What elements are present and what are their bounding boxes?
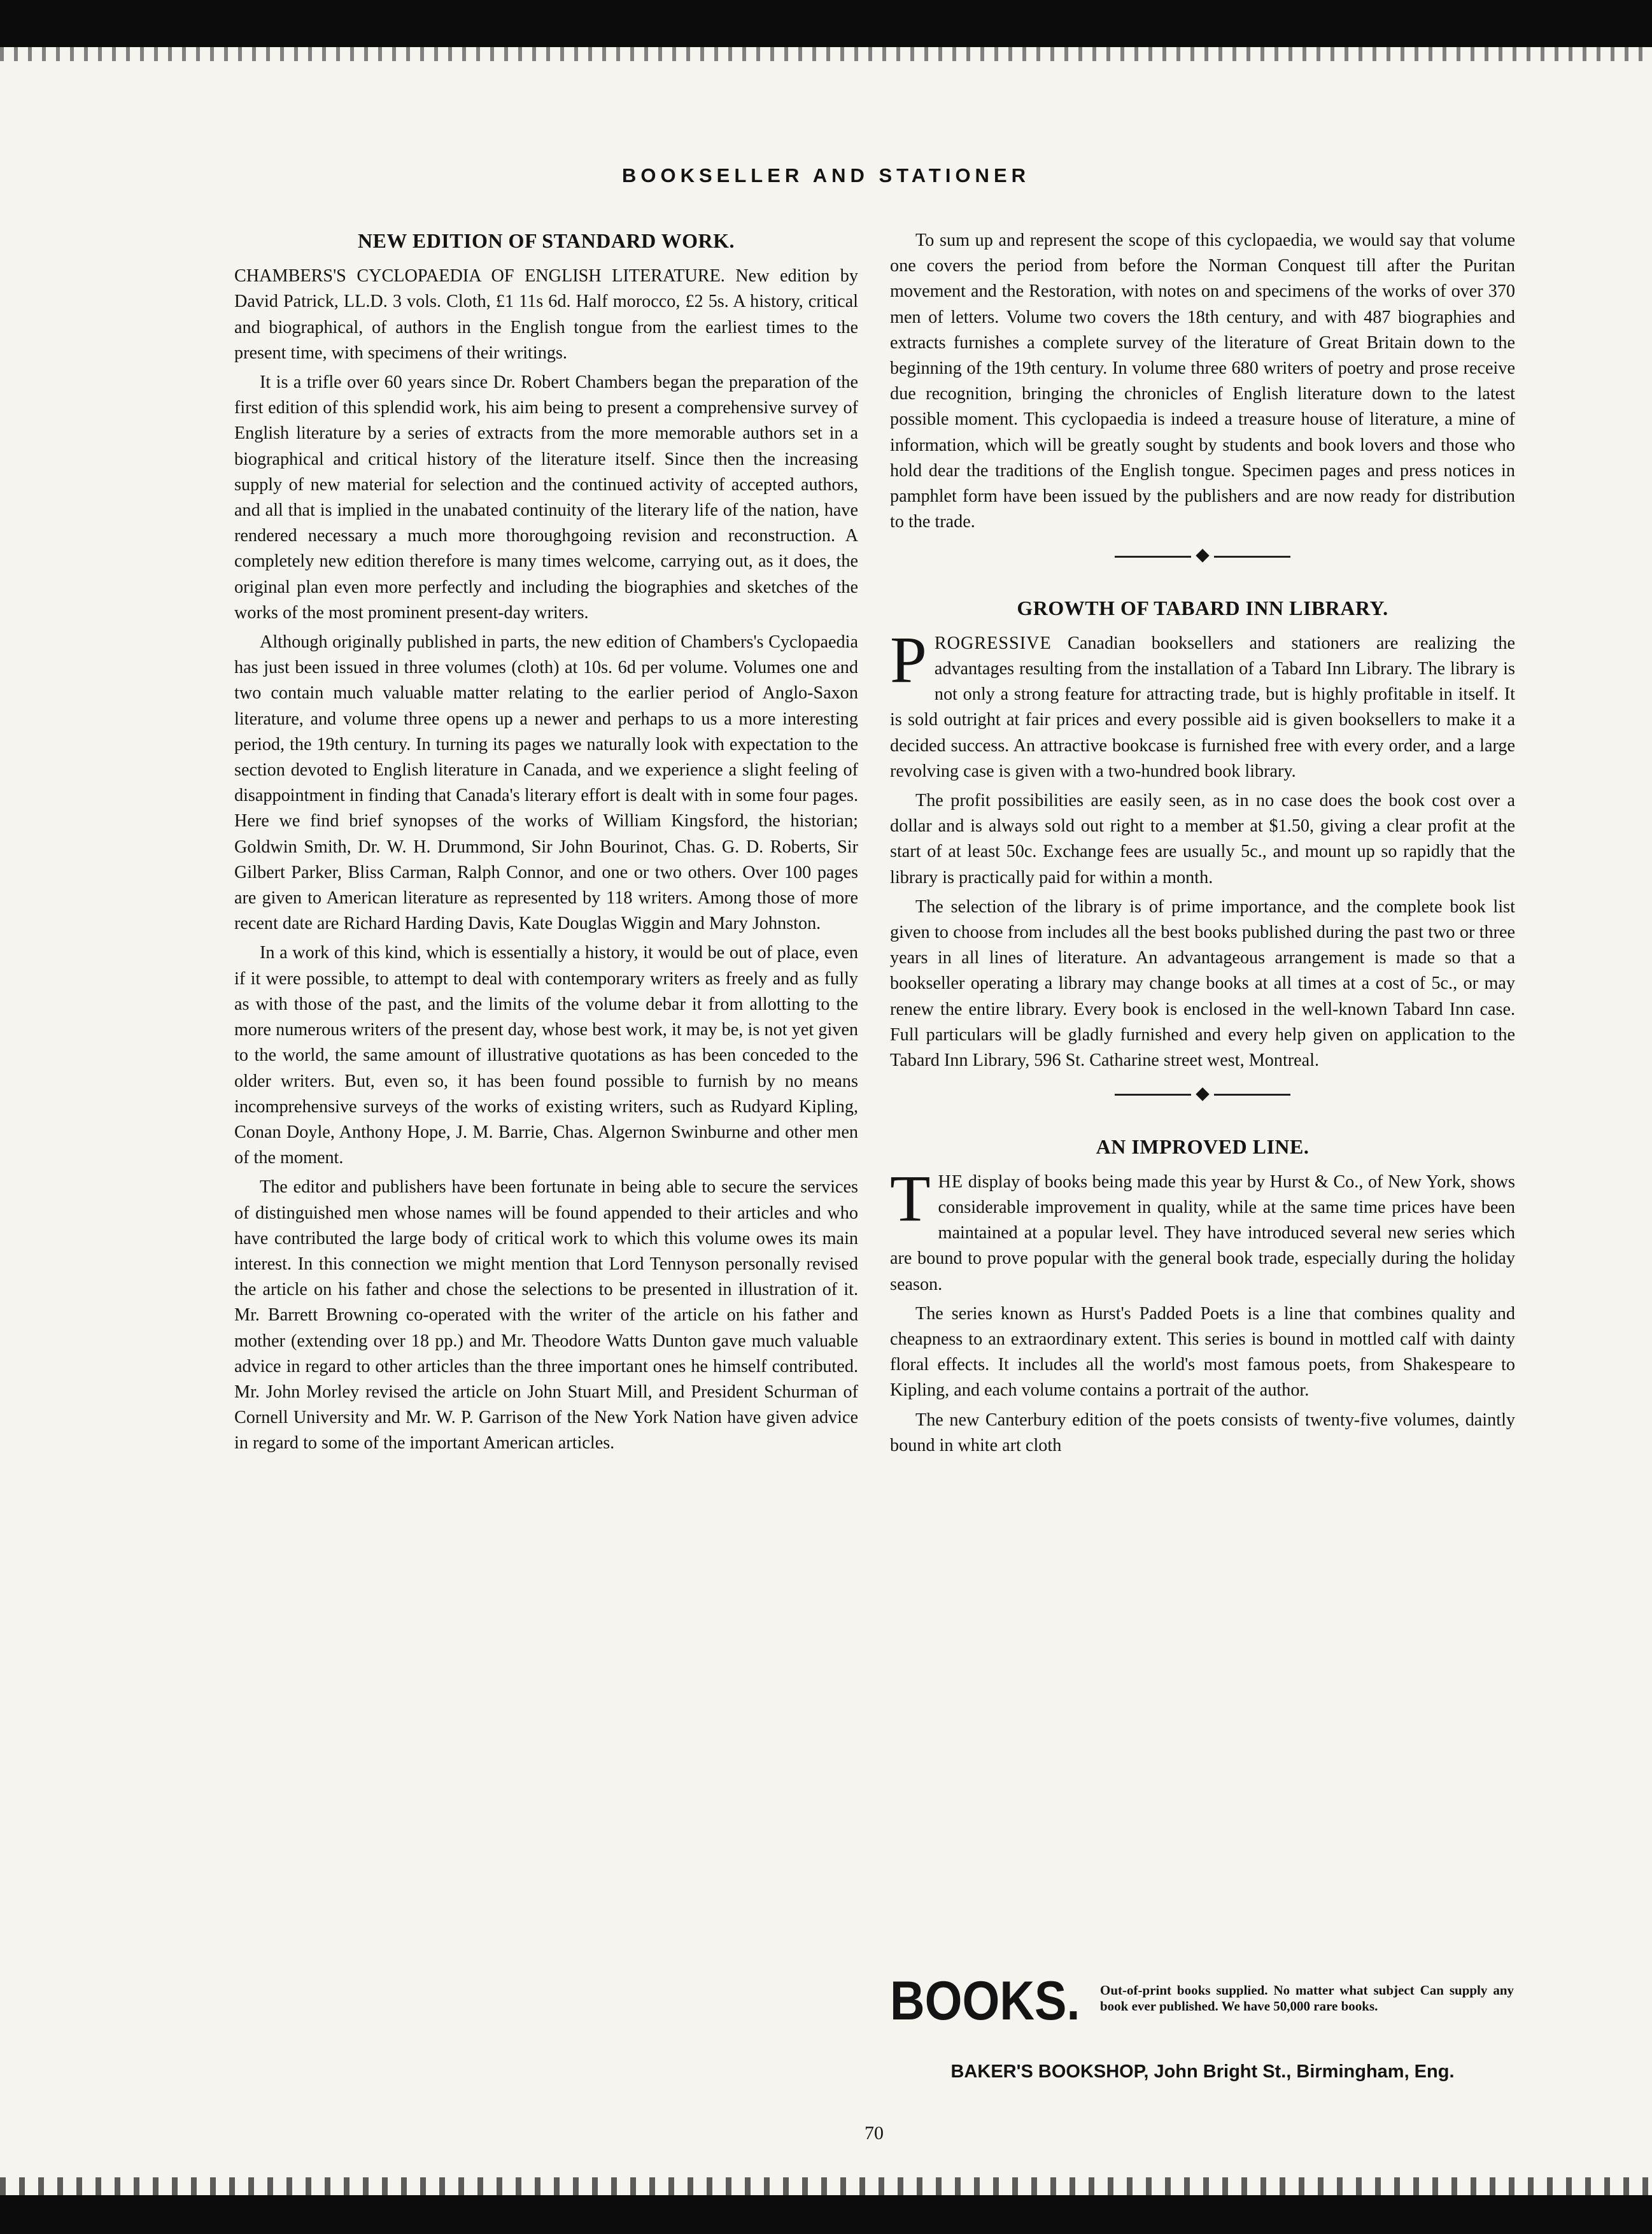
drop-cap: T: [890, 1161, 931, 1235]
article-paragraph: In a work of this kind, which is essentially a history, it would be out of place, even if it were possible, to attempt to deal with contemporary writers as freely and as fully as with those of the past, and the limits of the volume debar it from allotting to the more numerous writers of the present day, whose best work, it may be, is not yet given to the world, the same amount of illustrative quotations as has been conceded to the older writers. But, even so, it has been found possible to furnish by no means incomprehensive surveys of the works of existing writers, such as Rudyard Kipling, Conan Doyle, Anthony Hope, J. M. Barrie, Chas. Algernon Swinburne and other men of the moment.: [234, 943, 858, 1168]
section-divider: ◆: [890, 1081, 1515, 1106]
running-header: BOOKSELLER AND STATIONER: [621, 164, 1031, 187]
article-paragraph: The editor and publishers have been fortunate in being able to secure the services of distinguished men whose names will be found appended to their articles and who have contributed the large body of critical work to which this volume owes its main interest. In this connection we might mention that Lord Tennyson personally revised the article on his father and chose the selections to be presented in illustration of it. Mr. Barrett Browning co-operated with the writer of the article on his father and mother (extending over 18 pp.) and Mr. Theodore Watts Dunton gave much valuable advice in regard to other articles than the three important ones he himself contributed. Mr. John Morley revised the article on John Stuart Mill, and President Schurman of Cornell University and Mr. W. P. Garrison of the New York Nation have given advice in regard to some of the important American articles.: [234, 1177, 858, 1453]
left-column: [234, 228, 858, 1460]
article-paragraph: The profit possibilities are easily seen, as in no case does the book cost over a dollar and is always sold out right to a member at $1.50, giving a clear profit at the start of at least 50c. Exchange fees are usually 5c., and mount up so rapidly that the library is practically paid for within a month.: [890, 791, 1515, 887]
article-paragraph: The selection of the library is of prime importance, and the complete book list given to choose from includes all the best books published during the past two or three years in all lines of literature. An advantageous arrangement is made so that a bookseller operating a library may change books at all times at a cost of 5c., or may renew the entire library. Every book is enclosed in the well-known Tabard Inn case. Full particulars will be gladly furnished and every help given on application to the Tabard Inn Library, 596 St. Catharine street west, Montreal.: [890, 896, 1515, 1071]
article-paragraph: To sum up and represent the scope of this cyclopaedia, we would say that volume one covers the period from before the Norman Conquest till after the Puritan movement and the Restoration, with notes on and specimens of the works of over 370 men of letters. Volume two covers the 18th century, and with 487 biographies and extracts furnishes a complete survey of the literature of Great Britain down to the beginning of the 19th century. In volume three 680 writers of poetry and prose receive due recognition, bringing the chronicles of English literature down to the latest possible moment. This cyclopaedia is indeed a treasure house of literature, a mine of information, which will be greatly sought by students and book lovers and those who hold dear the traditions of the English tongue. Specimen pages and press notices in pamphlet form have been issued by the publishers and are now ready for distribution to the trade.: [890, 230, 1515, 532]
article-paragraph: [890, 623, 1515, 784]
article-paragraph: It is a trifle over 60 years since Dr. Robert Chambers began the preparation of the first edition of this splendid work, his aim being to present a comprehensive survey of English literature by a series of extracts from the more memorable authors set in a biographical and critical history of the literature itself. Since then the increasing supply of new material for selection and the continued activity of accepted authors, and all that is implied in the unabated continuity of the literary life of the nation, have rendered necessary a much more thoroughgoing revision and reconstruction. A completely new edition therefore is many times welcome, carrying out, as it does, the original plan even more perfectly and including the biographies and sketches of the works of the most prominent present-day writers.: [234, 372, 858, 623]
article-headline: GROWTH OF TABARD INN LIBRARY.: [1017, 596, 1388, 619]
drop-cap: P: [890, 623, 927, 696]
scan-edge-bottom: [0, 2195, 1652, 2234]
article-headline: AN IMPROVED LINE.: [1096, 1135, 1310, 1158]
right-column: [890, 228, 1515, 1462]
ad-copy: Out-of-print books supplied. No matter what subject Can supply any book ever published. We have 50,000 rare books.: [1100, 1983, 1514, 2014]
ad-address: BAKER'S BOOKSHOP, John Bright St., Birmingham, Eng.: [950, 2061, 1455, 2082]
article-paragraph: CHAMBERS'S CYCLOPAEDIA OF ENGLISH LITERATURE. New edition by David Patrick, LL.D. 3 vols. Cloth, £1 11s 6d. Half morocco, £2 5s. A history, critical and biographical, of authors in the English tongue from the earliest times to the present time, with specimens of their writings.: [234, 266, 858, 363]
scan-edge-top: [0, 0, 1652, 47]
scan-edge-noise-bottom: [0, 2177, 1652, 2195]
article-paragraph: Although originally published in parts, the new edition of Chambers's Cyclopaedia has just been issued in three volumes (cloth) at 10s. 6d per volume. Volumes one and two contain much valuable matter relating to the earlier period of Anglo-Saxon literature, and volume three opens up a newer and perhaps to us a more interesting period, the 19th century. In turning its pages we naturally look with expectation to the section devoted to English literature in Canada, and we experience a slight feeling of disappointment in finding that Canada's literary effort is dealt with in some four pages. Here we find brief synopses of the works of William Kingsford, the historian; Goldwin Smith, Dr. W. H. Drummond, Sir John Bourinot, Chas. G. D. Roberts, Sir Gilbert Parker, Bliss Carman, Ralph Connor, and one or two others. Over 100 pages are given to American literature as represented by 118 writers. Among those of more recent date are Richard Harding Davis, Kate Douglas Wiggin and Mary Johnston.: [234, 632, 858, 934]
lead-word: ROGRESSIVE: [934, 633, 1052, 653]
paragraph-text: Canadian booksellers and stationers are realizing the advantages resulting from the installation of a Tabard Inn Library. The library is not only a strong feature for attracting trade, but is highly profitable in itself. It is sold outright at fair prices and every possible aid is given booksellers to make it a decided success. An attractive bookcase is furnished free with every order, and a large revolving case is given with a two-hundred book library.: [890, 633, 1515, 781]
lead-word: HE: [938, 1171, 964, 1192]
ad-headline: BOOKS.: [890, 1970, 1080, 2032]
section-divider: ◆: [890, 542, 1515, 568]
article-headline: NEW EDITION OF STANDARD WORK.: [357, 229, 735, 252]
article-paragraph: The new Canterbury edition of the poets consists of twenty-five volumes, daintly bound in white art cloth: [890, 1410, 1515, 1455]
page-number: 70: [865, 2123, 884, 2144]
scan-edge-noise: [0, 47, 1652, 61]
paragraph-text: display of books being made this year by Hurst & Co., of New York, shows considerable improvement in quality, while at the same time prices have been maintained at a popular level. They have introduced several new series which are bound to prove popular with the general book trade, especially during the holiday season.: [890, 1171, 1515, 1294]
article-paragraph: The series known as Hurst's Padded Poets is a line that combines quality and cheapness to an extraordinary extent. This series is bound in mottled calf with dainty floral effects. It includes all the world's most famous poets, from Shakespeare to Kipling, and each volume contains a portrait of the author.: [890, 1303, 1515, 1401]
article-paragraph: [890, 1161, 1515, 1297]
